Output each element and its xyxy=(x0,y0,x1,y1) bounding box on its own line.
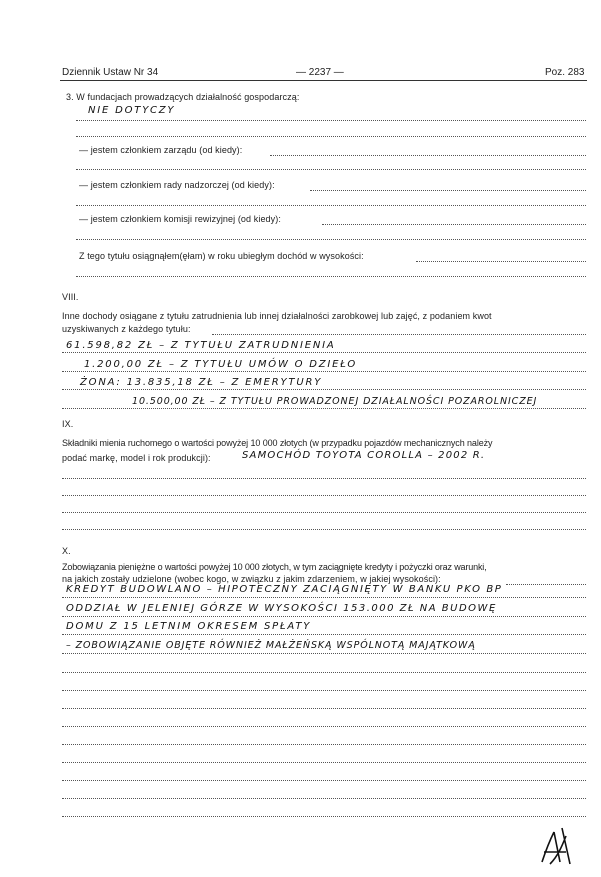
header-position: Poz. 283 xyxy=(545,67,585,78)
section10-text-line2: na jakich zostały udzielone (wobec kogo, w związku z jakim zdarzeniem, w jakiej wysokości): xyxy=(62,574,441,584)
dotted-line xyxy=(270,155,586,156)
section10-entry: ODDZIAŁ W JELENIEJ GÓRZE W WYSOKOŚCI 153.000 ZŁ NA BUDOWĘ xyxy=(66,603,497,614)
section10-label: X. xyxy=(62,546,71,556)
dotted-line xyxy=(310,190,586,191)
section8-entry: 10.500,00 ZŁ – Z TYTUŁU PROWADZONEJ DZIAŁALNOŚCI POZAROLNICZEJ xyxy=(132,396,538,407)
dotted-line xyxy=(62,408,586,409)
dotted-line xyxy=(62,512,586,513)
dotted-line xyxy=(62,371,586,372)
dotted-line xyxy=(212,334,586,335)
section3-answer: NIE DOTYCZY xyxy=(88,105,176,116)
dotted-line xyxy=(62,389,586,390)
section8-entry: ŻONA: 13.835,18 ZŁ – Z EMERYTURY xyxy=(80,377,323,388)
dotted-line xyxy=(506,584,586,585)
dotted-line xyxy=(62,616,586,617)
section9-answer: SAMOCHÓD TOYOTA COROLLA – 2002 R. xyxy=(242,450,486,461)
dotted-line xyxy=(76,120,586,121)
dotted-line xyxy=(62,352,586,353)
section10-text-line1: Zobowiązania pieniężne o wartości powyżej 10 000 złotych, w tym zaciągnięte kredyty i pożyczki oraz warunki, xyxy=(62,562,487,572)
dotted-line xyxy=(62,672,586,673)
dotted-line xyxy=(62,798,586,799)
section8-text-line1: Inne dochody osiągane z tytułu zatrudnienia lub innej działalności zarobkowej lub zajęć, z podaniem kwot xyxy=(62,311,492,321)
section10-entry: KREDYT BUDOWLANO – HIPOTECZNY ZACIĄGNIĘTY W BANKU PKO BP xyxy=(66,584,503,595)
section10-entry: DOMU Z 15 LETNIM OKRESEM SPŁATY xyxy=(66,621,312,632)
section8-entry: 61.598,82 ZŁ – Z TYTUŁU ZATRUDNIENIA xyxy=(66,340,336,351)
dotted-line xyxy=(62,495,586,496)
dotted-line xyxy=(62,744,586,745)
dotted-line xyxy=(76,169,586,170)
dotted-line xyxy=(322,224,586,225)
header-page-number: — 2237 — xyxy=(296,67,344,78)
dotted-line xyxy=(62,708,586,709)
dotted-line xyxy=(76,205,586,206)
section8-label: VIII. xyxy=(62,292,79,302)
signature-initials xyxy=(536,822,576,868)
dotted-line xyxy=(416,261,586,262)
section10-entry: – ZOBOWIĄZANIE OBJĘTE RÓWNIEŻ MAŁŻEŃSKĄ WSPÓLNOTĄ MAJĄTKOWĄ xyxy=(66,640,476,651)
dotted-line xyxy=(76,136,586,137)
dotted-line xyxy=(62,653,586,654)
section9-text-line2: podać markę, model i rok produkcji): xyxy=(62,453,211,463)
board-member-label: — jestem członkiem zarządu (od kiedy): xyxy=(79,145,243,155)
dotted-line xyxy=(62,597,586,598)
section9-label: IX. xyxy=(62,419,74,429)
section8-entry: 1.200,00 ZŁ – Z TYTUŁU UMÓW O DZIEŁO xyxy=(84,359,358,370)
supervisory-member-label: — jestem członkiem rady nadzorczej (od kiedy): xyxy=(79,180,275,190)
section3-title: 3. W fundacjach prowadzących działalność gospodarczą: xyxy=(66,92,300,102)
dotted-line xyxy=(62,780,586,781)
dotted-line xyxy=(62,816,586,817)
dotted-line xyxy=(62,762,586,763)
audit-member-label: — jestem członkiem komisji rewizyjnej (od kiedy): xyxy=(79,214,281,224)
dotted-line xyxy=(62,529,586,530)
header-rule xyxy=(60,80,587,81)
dotted-line xyxy=(76,239,586,240)
section9-text-line1: Składniki mienia ruchomego o wartości powyżej 10 000 złotych (w przypadku pojazdów mechanicznych należy xyxy=(62,438,493,448)
dotted-line xyxy=(62,726,586,727)
header-journal: Dziennik Ustaw Nr 34 xyxy=(62,67,159,78)
dotted-line xyxy=(62,478,586,479)
dotted-line xyxy=(62,690,586,691)
dotted-line xyxy=(62,634,586,635)
dotted-line xyxy=(76,276,586,277)
income-label: Z tego tytułu osiągnąłem(ęłam) w roku ubiegłym dochód w wysokości: xyxy=(79,251,364,261)
section8-text-line2: uzyskiwanych z każdego tytułu: xyxy=(62,324,191,334)
